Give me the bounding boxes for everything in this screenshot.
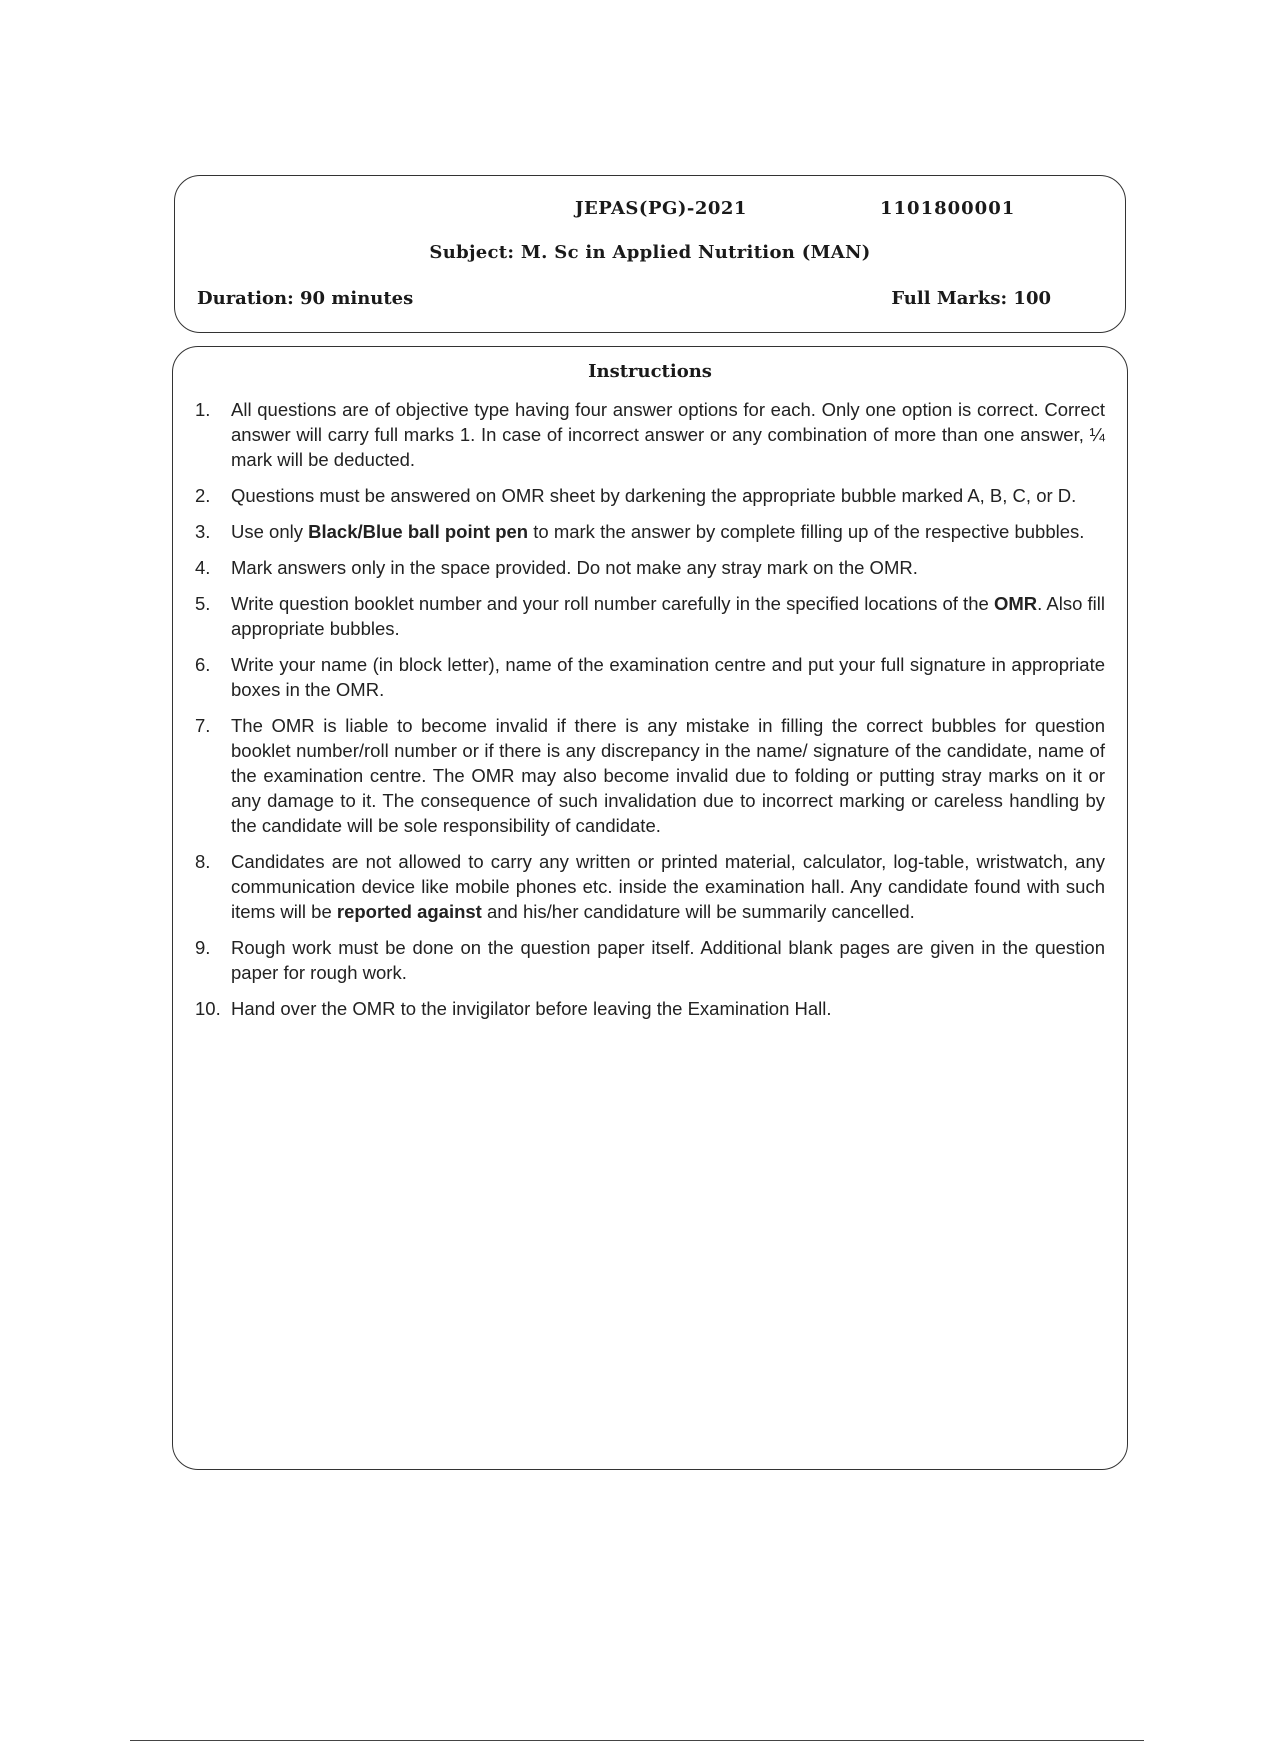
instruction-item [195,555,1105,580]
exam-code: JEPAS(PG)-2021 [575,198,747,219]
instruction-item [195,397,1105,472]
instruction-fragment: Hand over the OMR to the invigilator before leaving the Examination Hall. [231,998,832,1019]
instruction-fragment: The OMR is liable to become invalid if there is any mistake in filling the correct bubbles for question booklet number/roll number or if there is any discrepancy in the name/ signature of the candidate, name of the examination centre. The OMR may also become invalid due to folding or putting stray marks on it or any damage to it. The consequence of such invalidation due to incorrect marking or careless handling by the candidate will be sole responsibility of candidate. [231,715,1105,836]
instruction-text [231,483,1105,508]
instruction-fragment: Mark answers only in the space provided. Do not make any stray mark on the OMR. [231,557,918,578]
instruction-fragment: Write your name (in block letter), name of the examination centre and put your full signature in appropriate boxes in the OMR. [231,654,1105,700]
instruction-item [195,935,1105,985]
instruction-fragment: . Also fill appropriate bubbles. [231,593,1105,639]
booklet-number: 1101800001 [880,198,1016,219]
instruction-fragment: Rough work must be done on the question paper itself. Additional blank pages are given in the question paper for rough work. [231,937,1105,983]
instruction-fragment: Use only [231,521,309,542]
instruction-text [231,652,1105,702]
instructions-box [172,346,1128,1470]
instruction-text [231,519,1105,544]
instruction-fragment: to mark the answer by complete filling up of the respective bubbles. [528,521,1085,542]
footer-rule [130,1740,1144,1741]
instruction-item [195,713,1105,838]
instruction-item [195,996,1105,1021]
instruction-number: 6. [195,654,211,675]
instruction-number: 3. [195,521,211,542]
exam-header-box [174,175,1126,333]
instruction-emphasis: reported against [336,901,482,922]
instruction-number: 2. [195,485,211,506]
instruction-text [231,849,1105,924]
instruction-text [231,935,1105,985]
instruction-text [231,555,1105,580]
duration: Duration: 90 minutes [197,288,414,309]
instruction-text [231,591,1105,641]
instruction-text [231,713,1105,838]
instruction-number: 8. [195,851,211,872]
instruction-fragment: and his/her candidature will be summarily cancelled. [481,901,915,922]
instruction-number: 9. [195,937,211,958]
instruction-item [195,652,1105,702]
subject-line: Subject: M. Sc in Applied Nutrition (MAN) [429,242,871,263]
instruction-item [195,849,1105,924]
instructions-list [195,397,1105,1032]
instruction-text [231,397,1105,472]
instruction-number: 10. [195,998,221,1019]
instruction-fragment: All questions are of objective type having four answer options for each. Only one option is correct. Correct answer will carry full marks 1. In case of incorrect answer or any combination of more than one answer, ¼ mark will be deducted. [231,399,1105,470]
full-marks: Full Marks: 100 [891,288,1051,309]
instruction-fragment: Candidates are not allowed to carry any written or printed material, calculator, log-table, wristwatch, any communication device like mobile phones etc. inside the examination hall. Any candidate found with such items will be [231,851,1105,922]
instruction-fragment: Write question booklet number and your roll number carefully in the specified locations of the [231,593,994,614]
instruction-item [195,483,1105,508]
instruction-text [231,996,1105,1021]
instruction-fragment: Questions must be answered on OMR sheet by darkening the appropriate bubble marked A, B, C, or D. [231,485,1077,506]
instruction-emphasis: OMR [993,593,1038,614]
instruction-item [195,591,1105,641]
instruction-number: 4. [195,557,211,578]
instructions-title: Instructions [588,361,712,382]
instruction-emphasis: Black/Blue ball point pen [308,521,529,542]
instruction-number: 7. [195,715,211,736]
instruction-number: 5. [195,593,211,614]
instruction-number: 1. [195,399,211,420]
instruction-item [195,519,1105,544]
